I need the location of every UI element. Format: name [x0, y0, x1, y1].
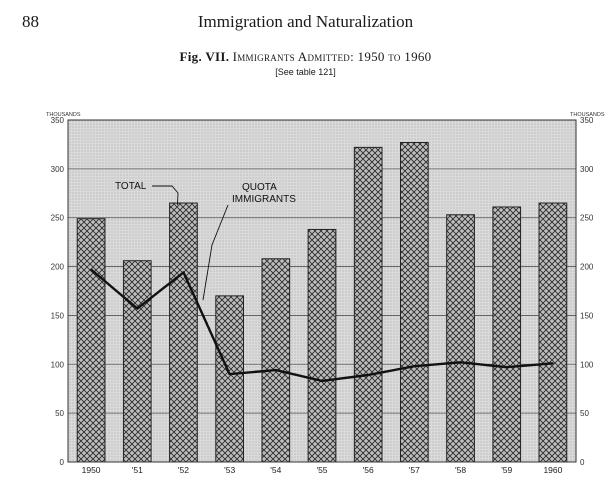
- quota-point: [552, 363, 554, 365]
- y-axis-label-left: THOUSANDS: [46, 112, 81, 118]
- y-tick-label-right: 100: [580, 360, 594, 370]
- annotation-immigrants: IMMIGRANTS: [232, 194, 296, 205]
- total-bar: [216, 296, 244, 462]
- x-tick-label: '54: [270, 465, 282, 475]
- y-tick-label-left: 150: [50, 311, 64, 321]
- quota-point: [321, 380, 323, 382]
- x-tick-label: '59: [501, 465, 513, 475]
- total-bar: [401, 142, 429, 462]
- y-tick-label-left: 250: [50, 213, 64, 223]
- x-tick-label: 1960: [543, 465, 563, 475]
- quota-point: [229, 373, 231, 375]
- y-tick-label-left: 0: [59, 458, 64, 467]
- quota-point: [136, 308, 138, 310]
- quota-point: [275, 369, 277, 371]
- y-tick-label-right: 200: [580, 262, 594, 272]
- figure-note: [See table 121]: [275, 67, 336, 77]
- y-axis-label-right: THOUSANDS: [570, 112, 605, 118]
- y-tick-label-left: 300: [50, 164, 64, 174]
- quota-point: [460, 362, 462, 364]
- y-tick-label-right: 0: [580, 458, 585, 467]
- x-tick-label: 1950: [81, 465, 101, 475]
- annotation-quota: QUOTA: [242, 182, 277, 193]
- y-tick-label-left: 100: [50, 360, 64, 370]
- total-bar: [493, 207, 521, 462]
- total-bar: [447, 215, 475, 462]
- y-tick-label-right: 50: [580, 409, 589, 419]
- x-tick-label: '55: [316, 465, 328, 475]
- quota-point: [367, 374, 369, 376]
- y-tick-label-left: 350: [50, 116, 64, 125]
- x-tick-label: '52: [177, 465, 189, 475]
- x-tick-label: '58: [455, 465, 467, 475]
- quota-point: [90, 269, 92, 271]
- total-bar: [354, 147, 382, 462]
- x-tick-label: '57: [408, 465, 420, 475]
- y-tick-label-right: 300: [580, 164, 594, 174]
- y-tick-label-right: 250: [580, 213, 594, 223]
- total-bar: [308, 229, 336, 462]
- quota-point: [414, 365, 416, 367]
- y-tick-label-left: 50: [55, 409, 64, 419]
- x-tick-label: '51: [131, 465, 143, 475]
- total-bar: [170, 203, 198, 462]
- annotation-total: TOTAL: [115, 181, 147, 192]
- figure-number: Fig. VII.: [179, 49, 230, 64]
- total-bar: [77, 219, 105, 462]
- total-bar: [262, 259, 290, 462]
- total-bar: [123, 261, 151, 462]
- x-tick-label: '53: [224, 465, 236, 475]
- x-tick-label: '56: [362, 465, 374, 475]
- running-head: Immigration and Naturalization: [197, 12, 414, 31]
- figure-main-title: Immigrants Admitted: 1950 to 1960: [232, 49, 432, 64]
- page-number: 88: [22, 12, 39, 31]
- y-tick-label-right: 350: [580, 116, 594, 125]
- quota-point: [183, 272, 185, 274]
- y-tick-label-left: 200: [50, 262, 64, 272]
- quota-point: [506, 366, 508, 368]
- y-tick-label-right: 150: [580, 311, 594, 321]
- total-bar: [539, 203, 567, 462]
